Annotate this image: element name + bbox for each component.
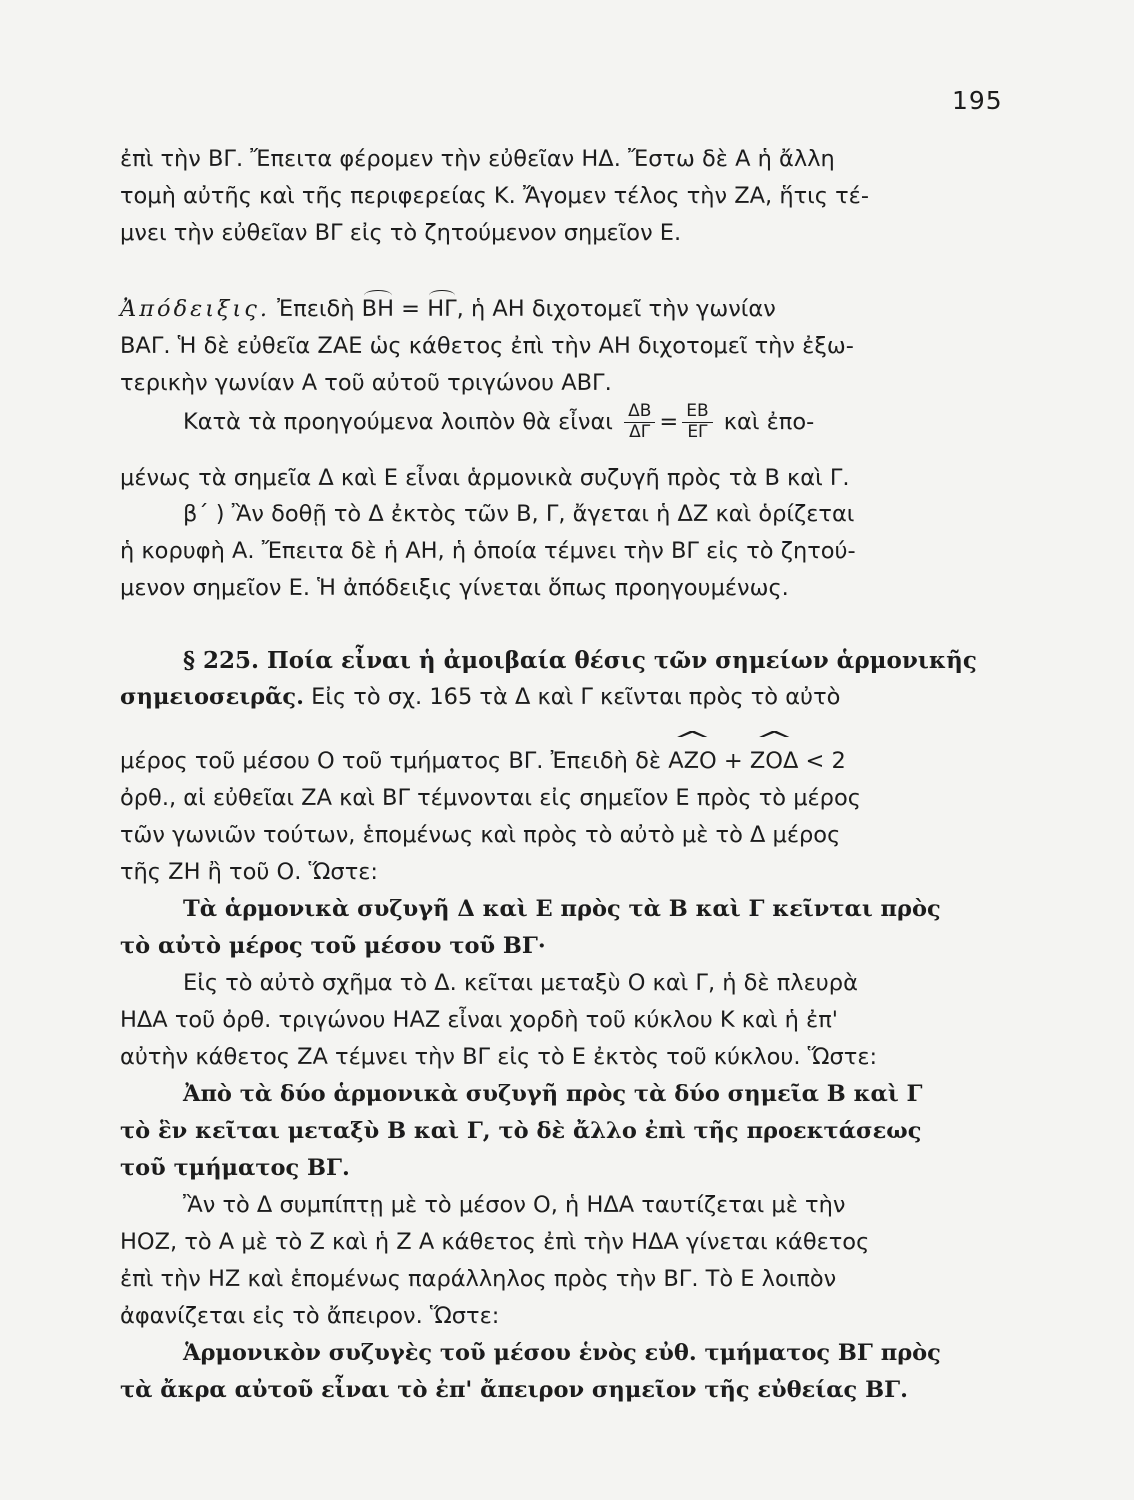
text: Κατὰ τὰ προηγούμενα λοιπὸν θὰ εἶναι — [183, 408, 613, 435]
equals: = — [659, 408, 679, 435]
text-line: μένως τὰ σημεῖα Δ καὶ Ε εἶναι ἁρμονικὰ συζυγῆ πρὸς τὰ Β καὶ Γ. — [120, 465, 850, 491]
text: < 2 — [798, 748, 846, 774]
text-line: ΗΟΖ, τὸ Α μὲ τὸ Ζ καὶ ἡ Ζ Α κάθετος ἐπὶ τὴν ΗΔΑ γίνεται κάθετος — [120, 1229, 870, 1255]
text-line: ἐπὶ τὴν ΗΖ καὶ ἑπομένως παράλληλος πρὸς τὴν ΒΓ. Τὸ Ε λοιπὸν — [120, 1266, 837, 1292]
section-heading-cont: σημειοσειρᾶς. — [120, 684, 304, 710]
text: , ἡ ΑΗ διχοτομεῖ τὴν γωνίαν — [456, 296, 776, 322]
numerator: ΕΒ — [682, 402, 712, 423]
text-line: τῶν γωνιῶν τούτων, ἑπομένως καὶ πρὸς τὸ αὐτὸ μὲ τὸ Δ μέρος — [120, 822, 841, 848]
fraction-db-dg — [624, 402, 655, 442]
text: καὶ ἐπο- — [723, 408, 815, 435]
text-line: Εἰς τὸ αὐτὸ σχῆμα τὸ Δ. κεῖται μεταξὺ Ο καὶ Γ, ἡ δὲ πλευρὰ — [183, 970, 858, 996]
text-line: τῆς ΖΗ ἢ τοῦ Ο. Ὥστε: — [120, 859, 378, 885]
text-line: μνει τὴν εὐθεῖαν ΒΓ εἰς τὸ ζητούμενον σημεῖον Ε. — [120, 220, 682, 246]
text: Ἐπειδὴ — [270, 296, 362, 322]
arc-bh: ΒΗ — [361, 296, 395, 322]
text-line: ΒΑΓ. Ἡ δὲ εὐθεῖα ΖΑΕ ὡς κάθετος ἐπὶ τὴν ΑΗ διχοτομεῖ τὴν ἐξω- — [120, 333, 854, 359]
rule-line: τοῦ τμήματος ΒΓ. — [120, 1155, 350, 1181]
text-line: μενον σημεῖον Ε. Ἡ ἀπόδειξις γίνεται ὅπως προηγουμένως. — [120, 575, 789, 601]
rule-line: τὰ ἄκρα αὐτοῦ εἶναι τὸ ἐπ' ἄπειρον σημεῖον τῆς εὐθείας ΒΓ. — [120, 1377, 908, 1403]
plus: + — [716, 748, 750, 774]
denominator: ΕΓ — [687, 421, 708, 442]
text-line: αὐτὴν κάθετος ΖΑ τέμνει τὴν ΒΓ εἰς τὸ Ε ἐκτὸς τοῦ κύκλου. Ὥστε: — [120, 1044, 878, 1070]
text-line: ἀφανίζεται εἰς τὸ ἄπειρον. Ὥστε: — [120, 1303, 500, 1329]
text-line: ὀρθ., αἱ εὐθεῖαι ΖΑ καὶ ΒΓ τέμνονται εἰς σημεῖον Ε πρὸς τὸ μέρος — [120, 785, 861, 811]
text-line: ΗΔΑ τοῦ ὀρθ. τριγώνου ΗΑΖ εἶναι χορδὴ τοῦ κύκλου Κ καὶ ἡ ἐπ' — [120, 1007, 838, 1033]
text-line: τερικὴν γωνίαν Α τοῦ αὐτοῦ τριγώνου ΑΒΓ. — [120, 370, 612, 396]
rule-line: Τὰ ἁρμονικὰ συζυγῆ Δ καὶ Ε πρὸς τὰ Β καὶ Γ κεῖνται πρὸς — [183, 896, 941, 922]
fraction-eb-eg — [682, 402, 712, 442]
proof-line — [120, 298, 776, 321]
rule-line: Ἁρμονικὸν συζυγὲς τοῦ μέσου ἑνὸς εὐθ. τμήματος ΒΓ πρὸς — [183, 1340, 941, 1366]
proof-title: Ἀπόδειξις. — [120, 296, 270, 322]
text: μέρος τοῦ μέσου Ο τοῦ τμήματος ΒΓ. Ἐπειδὴ δὲ — [120, 748, 669, 774]
arc-hg: ΗΓ — [427, 296, 457, 322]
rule-line: τὸ ἓν κεῖται μεταξὺ Β καὶ Γ, τὸ δὲ ἄλλο ἐπὶ τῆς προεκτάσεως — [120, 1118, 922, 1144]
text-line: τομὴ αὐτῆς καὶ τῆς περιφερείας Κ. Ἄγομεν τέλος τὴν ΖΑ, ἥτις τέ- — [120, 183, 869, 209]
angle-line — [120, 750, 846, 773]
angle-zod: ^ ΖΟΔ — [750, 750, 799, 773]
numerator: ΔΒ — [624, 402, 655, 423]
equals: = — [394, 296, 428, 322]
page-number: 195 — [952, 86, 1003, 115]
section-heading: § 225. Ποία εἶναι ἡ ἀμοιβαία θέσις τῶν σημείων ἁρμονικῆς — [183, 647, 977, 674]
text-line: Ἂν τὸ Δ συμπίπτῃ μὲ τὸ μέσον Ο, ἡ ΗΔΑ ταυτίζεται μὲ τὴν — [183, 1192, 846, 1218]
section-line — [120, 686, 840, 709]
fraction-line — [183, 402, 814, 442]
text-line: β΄ ) Ἂν δοθῇ τὸ Δ ἐκτὸς τῶν Β, Γ, ἄγεται ἡ ΔΖ καὶ ὁρίζεται — [183, 501, 855, 527]
angle-azo: ^ ΑΖΟ — [668, 750, 717, 773]
text-line: ἡ κορυφὴ Α. Ἔπειτα δὲ ἡ ΑΗ, ἡ ὁποία τέμνει τὴν ΒΓ εἰς τὸ ζητού- — [120, 538, 856, 564]
rule-line: Ἀπὸ τὰ δύο ἁρμονικὰ συζυγῆ πρὸς τὰ δύο σημεῖα Β καὶ Γ — [183, 1081, 923, 1107]
denominator: ΔΓ — [629, 421, 651, 442]
rule-line: τὸ αὐτὸ μέρος τοῦ μέσου τοῦ ΒΓ· — [120, 933, 546, 959]
text: Εἰς τὸ σχ. 165 τὰ Δ καὶ Γ κεῖνται πρὸς τὸ αὐτὸ — [303, 684, 841, 710]
text-line: ἐπὶ τὴν ΒΓ. Ἔπειτα φέρομεν τὴν εὐθεῖαν ΗΔ. Ἔστω δὲ Α ἡ ἄλλη — [120, 146, 835, 172]
